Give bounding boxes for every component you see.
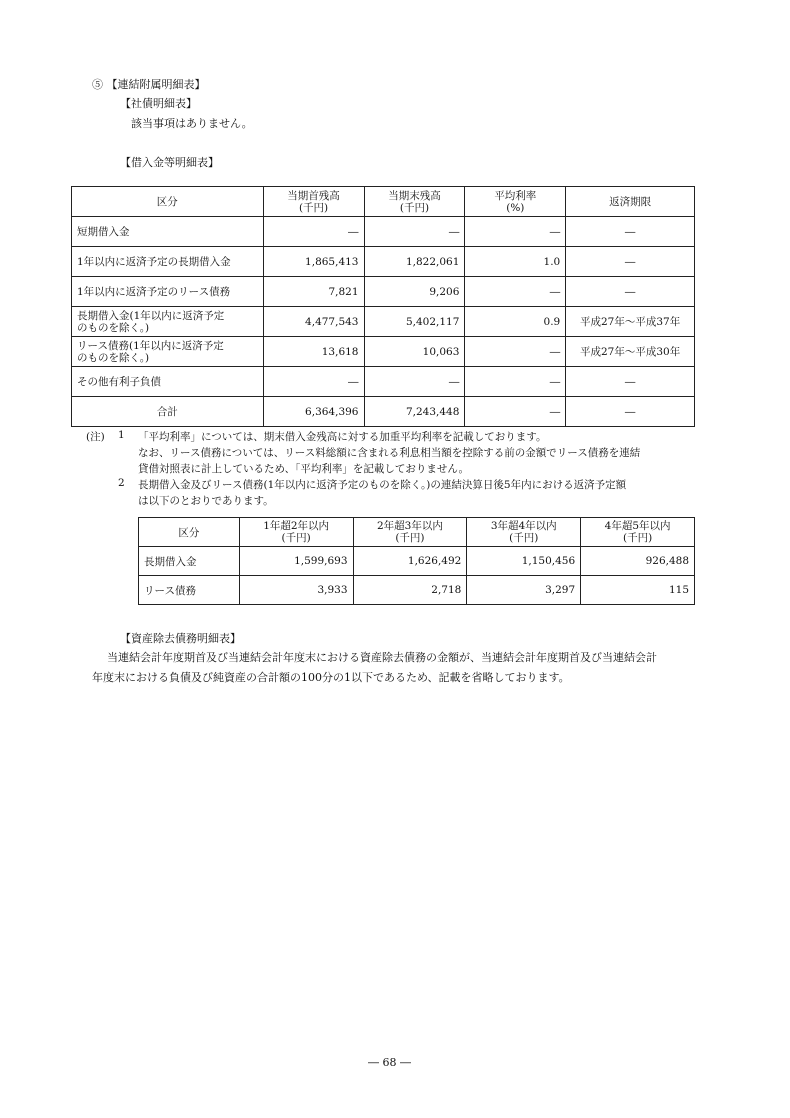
- table-row: リース債務(1年以内に返済予定 のものを除く。) 13,618 10,063 ― 平成27年～平成30年: [72, 337, 695, 367]
- col-header: 1年超2年以内 (千円): [239, 518, 353, 547]
- col-header: 返済期限: [566, 187, 695, 217]
- col-header: 2年超3年以内 (千円): [353, 518, 467, 547]
- table-row: 長期借入金 1,599,693 1,626,492 1,150,456 926,488: [139, 547, 695, 576]
- col-header: 区分: [139, 518, 240, 547]
- note-line: 貸借対照表に計上しているため、「平均利率」を記載しておりません。: [138, 463, 469, 475]
- table-row: 短期借入金 ― ― ― ―: [72, 217, 695, 247]
- bond-title: 【社債明細表】: [120, 97, 197, 110]
- loan-table: [71, 186, 695, 427]
- col-header: 区分: [72, 187, 264, 217]
- col-header: 平均利率 (%): [465, 187, 566, 217]
- col-header: 当期首残高 (千円): [263, 187, 364, 217]
- aro-title: 【資産除去債務明細表】: [120, 632, 241, 645]
- note-line: なお、リース債務については、リース料総額に含まれる利息相当額を控除する前の金額でリース債務を連結: [138, 447, 641, 459]
- loan-title: 【借入金等明細表】: [120, 156, 219, 169]
- bond-text: 該当事項はありません。: [131, 117, 253, 130]
- section-title: ⑤ 【連結附属明細表】: [92, 78, 206, 91]
- col-header: 当期末残高 (千円): [364, 187, 465, 217]
- table-row: リース債務 3,933 2,718 3,297 115: [139, 576, 695, 605]
- table-row: 1年以内に返済予定の長期借入金 1,865,413 1,822,061 1.0 ―: [72, 247, 695, 277]
- notes-label: (注): [86, 431, 105, 443]
- repay-table: [138, 517, 695, 605]
- table-row: 1年以内に返済予定のリース債務 7,821 9,206 ― ―: [72, 277, 695, 307]
- aro-text-line: 年度末における負債及び純資産の合計額の100分の1以下であるため、記載を省略しております。: [92, 671, 570, 684]
- note-number: 2: [118, 477, 125, 489]
- table-row: その他有利子負債 ― ― ― ―: [72, 367, 695, 397]
- note-line: 「平均利率」については、期末借入金残高に対する加重平均利率を記載しております。: [138, 431, 547, 443]
- col-header: 4年超5年以内 (千円): [581, 518, 695, 547]
- aro-text-line: 当連結会計年度期首及び当連結会計年度末における資産除去債務の金額が、当連結会計年度期首及び当連結会計: [107, 651, 657, 664]
- col-header: 3年超4年以内 (千円): [467, 518, 581, 547]
- note-line: 長期借入金及びリース債務(1年以内に返済予定のものを除く。)の連結決算日後5年内における返済予定額: [138, 479, 627, 491]
- table-row: 合計 6,364,396 7,243,448 ― ―: [72, 397, 695, 427]
- note-number: 1: [118, 429, 125, 441]
- table-row: 長期借入金(1年以内に返済予定 のものを除く。) 4,477,543 5,402,117 0.9 平成27年～平成37年: [72, 307, 695, 337]
- page-number: ― 68 ―: [368, 1056, 411, 1069]
- note-line: は以下のとおりであります。: [138, 495, 274, 507]
